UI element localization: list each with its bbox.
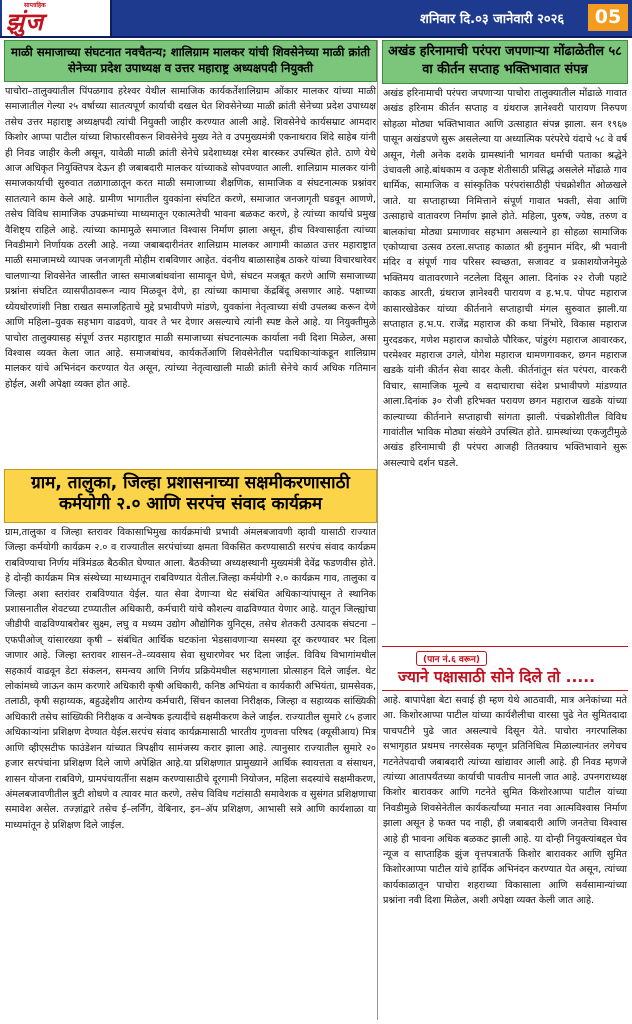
masthead — [0, 0, 632, 38]
article-party-body: आहे. बापापेक्षा बेटा सवाई ही म्हण येथे आठवावी, मात्र अनेकांच्या मते आ. किशोरआप्पा पाटील यांच्या कार्यशैलीचा वारसा पुढे नेत सुमितदादा पाचपटीने पुढे जात असल्याचे दिसून येते. पाचोरा नगरपालिका सभागृहात प्रथमच नगरसेवक म्हणून प्रतिनिधित्व मिळाल्यानंतर लगेचच गटनेतेपदाची जबाबदारी त्यांच्या खांद्यावर आली आहे. ही निवड म्हणजे त्यांच्या आतापर्यंतच्या कार्याची पावतीच मानली जात आहे. उपनगराध्यक्ष किशोर बारावकर आणि गटनेते सुमित किशोरआप्पा पाटील यांच्या निवडीमुळे शिवसेनेतील कार्यकर्त्यांच्या मनात नवा आत्मविश्वास निर्माण झाला असून हे फक्त पद नाही, ही जबाबदारी आणि जनतेचा विश्वास आहे ही भावना अधिक बळकट झाली आहे. या दोन्ही नियुक्त्यांबद्दल घेव न्यूज व साप्ताहिक झुंज वृत्तपत्रातर्फे किशोर बारावकर आणि सुमित किशोरआप्पा पाटील यांचे हार्दिक अभिनंदन करण्यात येत असून, त्यांच्या कार्यकाळातून पाचोरा शहराच्या विकासाला आणि सर्वसामान्यांच्या प्रश्नांना नवी दिशा मिळेल, अशी अपेक्षा व्यक्त केली जात आहे. — [383, 695, 627, 907]
section-divider — [382, 646, 628, 647]
continued-from-label: (पान नं.६ वरून) — [416, 651, 487, 666]
right-column — [382, 40, 628, 1020]
newspaper-logo — [2, 0, 112, 36]
article-party-headline: ज्याने पक्षासाठी सोने दिले तो ..... — [382, 666, 628, 691]
article-malkar-headline: माळी समाजाच्या संघटनात नवचैतन्य; शालिग्राम मालकर यांची शिवसेनेच्या माळी क्रांती सेनेच्या प्रदेश उपाध्यक्ष व उत्तर महाराष्ट्र अध्यक्षपदी नियुक्ती — [4, 40, 377, 82]
issue-date: शनिवार दि.०३ जानेवारी २०२६ — [420, 12, 565, 27]
article-kirtan-headline: अखंड हरिनामाची परंपरा जपणाऱ्या मोंढाळेतील ५८ वा कीर्तन सप्ताह भक्तिभावात संपन्न — [382, 40, 628, 84]
page-number: 05 — [588, 4, 628, 31]
article-karmayogi-body: ग्राम,तालुका व जिल्हा स्तरावर विकासाभिमुख कार्यक्रमांची प्रभावी अंमलबजावणी व्हावी यासाठी राज्यात जिल्हा कर्मयोगी कार्यक्रम २.० व राज्यातील सरपंचांच्या क्षमता विकसित करण्यासाठी सरपंच संवाद कार्यक्रम राबविण्याचा निर्णय मंत्रिमंडळ बैठकीत घेण्यात आला. बैठकीच्या अध्यक्षस्थानी मुख्यमंत्री देवेंद्र फडणवीस होते. हे दोन्ही कार्यक्रम मित्र संस्थेच्या माध्यमातून राबविण्यात येतील.जिल्हा कर्मयोगी २.० कार्यक्रम गाव, तालुका व जिल्हा अशा स्तरांवर राबविण्यात येईल. यात सेवा देणाऱ्या थेट संबंधित अधिकाऱ्यांपासून ते स्थानिक प्रशासनातील शेवटच्या टप्प्यातील अधिकारी, कर्मचारी यांचे कौशल्य वाढविण्यात येणार आहे. यातून जिल्ह्यांचा जीडीपी वाढविण्याबरोबर सुक्ष्म, लघु व मध्यम उद्योग औद्योगिक युनिट्स, तसेच शेतकरी उत्पादक संघटना – एफपीओज् यांसारख्या कृषी – संबंधित आर्थिक घटकांना भेडसावणाऱ्या समस्या दूर करण्यावर भर दिला जाणार आहे. जिल्हा स्तरावर शासन–ते–व्यवसाय सेवा सुधारणेवर भर दिला जाईल. विविध विभागांमधील सहकार्य वाढवून डेटा संकलन, समन्वय आणि निर्णय प्रक्रियेमधील सहभागाला प्रोत्साहन दिले जाईल. थेट लोकांमध्ये जाऊन काम करणारे अधिकारी कृषी अधिकारी, कनिष्ठ अभियंता व कार्यकारी अभियंता, ग्रामसेवक, तलाठी, कृषी सहाय्यक, बहुउद्देशीय आरोग्य कर्मचारी, सिंचन कालवा निरीक्षक, जिल्हा व सहाय्यक सांख्यिकी अधिकारी तसेच सांख्यिकी निरीक्षक व अन्वेषक इत्यादींचे सक्षमीकरण केले जाईल. राज्यातील सुमारे ८५ हजार अधिकाऱ्यांना प्रशिक्षण देण्यात येईल.सरपंच संवाद कार्यक्रमासाठी भारतीय गुणवत्ता परिषद (क्यूसीआय) मित्र आणि व्हीएसटीफ फाउंडेशन यांच्यात त्रिपक्षीय सामंजस्य करार झाला आहे. त्यानुसार राज्यातील सुमारे २० हजार सरपंचांना प्रशिक्षण दिले जाणे अपेक्षित आहे.या प्रशिक्षणात प्रामुख्याने आर्थिक स्वायत्तता व संसाधन, शासन योजना राबविणे, ग्रामपंचायतींना सक्षम करण्यासाठीचे दूरगामी नियोजन, महिला सदस्यांचे सक्षमीकरण, अंमलबजावणीतील त्रुटी शोधणे व त्यावर मात करणे, तसेच विविध गटांसाठी समावेशक व सुसंगत प्रशिक्षणाचा समावेश असेल. तज्ज्ञांद्वारे तसेच ई–लर्निंग, वेबिनार, इन–ॲप प्रशिक्षण, आभासी सत्रे आणि कार्यशाळा या माध्यमांतून हे प्रशिक्षण दिले जाईल. — [5, 527, 376, 831]
article-karmayogi-headline: ग्राम, तालुका, जिल्हा प्रशासनाच्या सक्षमीकरणासाठी कर्मयोगी २.० आणि सरपंच संवाद कार्यक्रम — [4, 469, 377, 523]
left-column — [4, 40, 378, 1020]
logo-tagline: साप्ताहिक — [24, 2, 46, 9]
logo-wordmark: झुंज — [6, 8, 44, 36]
article-malkar-body: पाचोरा–तालुक्यातील पिंपळगाव हरेश्वर येथील सामाजिक कार्यकर्तेशालिग्राम ओंकार मालकर यांच्या माळी समाजातील गेल्या २५ वर्षाच्या सातत्यपूर्ण कार्याची दखल घेत शिवसेनेच्या माळी क्रांती सेनेच्या प्रदेश उपाध्यक्ष तसेच उत्तर महाराष्ट्र अध्यक्षपदी त्यांची नियुक्ती जाहीर करण्यात आली आहे. शिवसेनेचे कार्यसम्राट आमदार किशोर आप्पा पाटील यांच्या शिफारसीवरून शिवसेनेचे मुख्य नेते व उपमुख्यमंत्री एकनाथराव शिंदे साहेब यांनी ही निवड जाहीर केली असून, यावेळी माळी क्रांती सेनेचे प्रदेशाध्यक्ष रमेश बारस्कर उपस्थित होते. ठाणे येथे आज अधिकृत नियुक्तिपत्र देऊन ही जबाबदारी मालकर यांच्याकडे सोपवण्यात आली. शालिग्राम मालकर यांनी समाजकार्याची सुरुवात तळागाळातून करत माळी समाजाच्या शैक्षणिक, सामाजिक व संघटनात्मक प्रश्नांवर सातत्याने काम केले आहे. ग्रामीण भागातील युवकांना संघटित करणे, समाजात जनजागृती घडवून आणणे, तसेच विविध सामाजिक उपक्रमांच्या माध्यमातून एकात्मतेची भावना बळकट करणे, हे त्यांच्या कार्याचे प्रमुख वैशिष्ट्य राहिले आहे. त्यांच्या कामामुळे समाजात विश्वास निर्माण झाला असून, हीच विश्वासार्हता त्यांच्या निवडीमागे निर्णायक ठरली आहे. नव्या जबाबदारीनंतर शालिग्राम मालकर आगामी काळात उत्तर महाराष्ट्रात माळी समाजामध्ये व्यापक जनजागृती मोहीम राबविणार आहेत. वंदनीय बाळासाहेब ठाकरे यांच्या विचारधारेवर चालणाऱ्या शिवसेनेत जास्तीत जास्त समाजबांधवांना सामावून घेणे, संघटन मजबूत करणे आणि समाजाच्या प्रश्नांना संघटित व्यासपीठावरून न्याय मिळवून देणे, हा त्यांच्या कामाचा केंद्रबिंदू असणार आहे. पक्षाच्या ध्येयधोरणांशी निष्ठा राखत समाजहिताचे मुद्दे प्रभावीपणे मांडणे, युवकांना नेतृत्वाच्या संधी उपलब्ध करून देणे आणि महिला–युवक सहभाग वाढवणे, यावर ते भर देणार असल्याचे त्यांनी स्पष्ट केले आहे. या नियुक्तीमुळे पाचोरा तालुक्यासह संपूर्ण उत्तर महाराष्ट्रात माळी समाजाच्या संघटनात्मक कार्याला नवी दिशा मिळेल, असा विश्वास व्यक्त केला जात आहे. समाजबांधव, कार्यकर्तेआणि शिवसेनेतील पदाधिकाऱ्यांकडून शालिग्राम मालकर यांचे अभिनंदन करण्यात येत असून, त्यांच्या नेतृत्वाखाली माळी क्रांती सेनेचे कार्य अधिक गतिमान होईल, अशी अपेक्षा व्यक्त होत आहे. — [5, 86, 376, 390]
article-kirtan-body: अखंड हरिनामाची परंपरा जपणाऱ्या पाचोरा तालुक्यातील मोंढाळे गावात अखंड हरिनाम कीर्तन सप्ताह व ग्रंथराज ज्ञानेश्वरी पारायण निरुपण सोहळा मोठ्या भक्तिभावात आणि उत्साहात संपन्न झाला. सन १९६७ पासून अखंडपणे सुरू असलेल्या या अध्यात्मिक परंपरेचे यंदाचे ५८ वे वर्ष असून, गेली अनेक दशके ग्रामस्थांनी भागवत धर्माची पताका श्रद्धेने उंचावली आहे.बांधकाम व उत्कृष्ट शेतीसाठी प्रसिद्ध असलेले मोंढाळे गाव धार्मिक, सामाजिक व सांस्कृतिक परंपरांसाठीही पंचक्रोशीत ओळखले जाते. या सप्ताहाच्या निमित्ताने संपूर्ण गावात भक्ती, सेवा आणि उत्साहाचे वातावरण निर्माण झाले होते. महिला, पुरुष, ज्येष्ठ, तरुण व बालकांचा मोठ्या प्रमाणावर सहभाग असल्याने हा सोहळा सामाजिक एकोप्याचा उत्सव ठरला.सप्ताह काळात श्री हनुमान मंदिर, श्री भवानी मंदिर व संपूर्ण गाव परिसर स्वच्छता, सजावट व प्रकाशयोजनेमुळे भक्तिमय वातावरणाने नटलेला दिसून आला. दिनांक २२ रोजी पहाटे काकड आरती, ग्रंथराज ज्ञानेश्वरी पारायण व ह.भ.प. पोपट महाराज कासारखेडेकर यांच्या कीर्तनाने सप्ताहाची मंगल सुरुवात झाली.या सप्ताहात ह.भ.प. राजेंद्र महाराज की कथा निंभोरे, विकास महाराज मुरदडकर, गणेश महाराज काचोळे पौरिकर, पांडुरंग महाराज आवारकर, परमेश्वर महाराज उगले, योगेश महाराज धामणगावकर, छगन महाराज खडके यांनी कीर्तन सेवा सादर केली. कीर्तनांतून संत परंपरा, वारकरी विचार, सामाजिक मूल्ये व सदाचाराचा संदेश प्रभावीपणे मांडण्यात आला.दिनांक ३० रोजी हरिभक्त परायण छगन महाराज खडके यांच्या काल्याच्या कीर्तनाने सप्ताहाची सांगता झाली. पंचक्रोशीतील विविध गावांतील भाविक मोठ्या संख्येने उपस्थित होते. ग्रामस्थांच्या एकजुटीमुळे अखंड हरिनामाची ही परंपरा आजही तितक्याच भक्तिभावाने सुरू असल्याचे दर्शन घडले. — [383, 88, 628, 469]
